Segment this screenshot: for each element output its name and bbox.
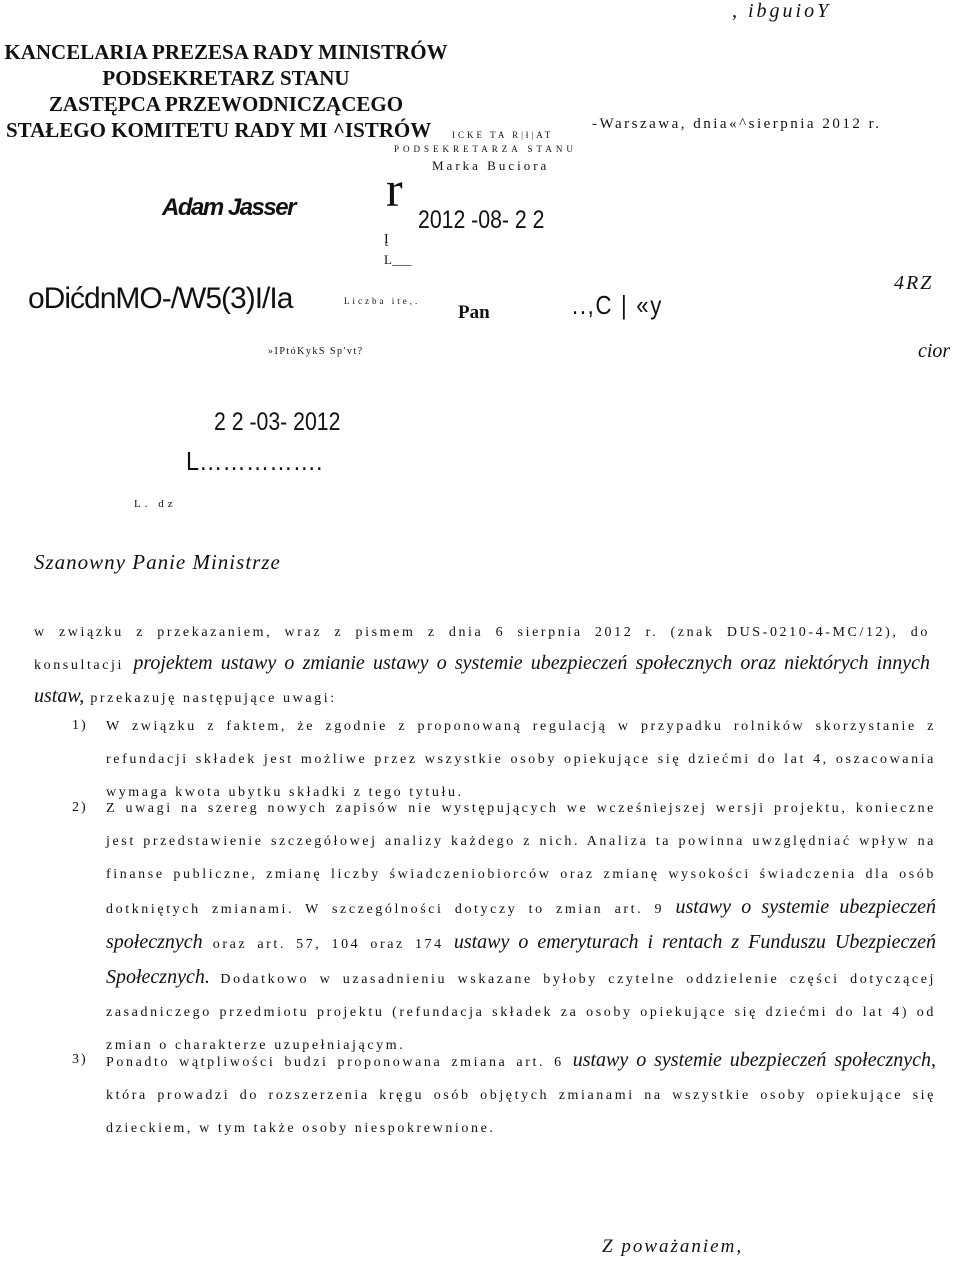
stamp-date: 2012 -08- 2 2 (418, 206, 545, 234)
second-stamp-dots: L……………. (186, 446, 323, 476)
small-note: »IPtóKykS Sp'vt? (268, 346, 364, 357)
stamp-mark-r: r (386, 161, 403, 217)
closing: Z poważaniem, (602, 1236, 744, 1257)
letterhead-line-4-suffix: ICKE TA R|ł|AT (452, 130, 554, 140)
item-2-act-2: ustawy o emeryturach i rentach z Funduszu Ubezpieczeń Społecznych. (106, 931, 936, 988)
letterhead-line-1: KANCELARIA PREZESA RADY MINISTRÓW (4, 40, 448, 64)
stamp-mark-2: L___ (384, 252, 412, 267)
item-2-text-1: Z uwagi na szereg nowych zapisów nie występujących we wcześniejszej wersji projektu, konieczne jest przedstawienie szczegółowej analizy każdego z nich. Analiza ta powinna uwzględniać wpływ na finanse publiczne, zmianę liczby świadczeniobiorców oraz zmianę wysokości świadczenia dla osób dotkniętych zmianami. W szczególności dotyczy to zmian art. 9 (106, 801, 936, 917)
item-2-text-3: Dodatkowo w uzasadnieniu wskazane byłoby czytelne oddzielenie części dotyczącej zasadniczego przedmiotu projektu (refundacja składek za osoby opiekujące się dziećmi do lat 4) od zmian o charakterze uzupełniającym. (106, 972, 937, 1053)
item-3-text-2: która prowadzi do rozszerzenia kręgu osób objętych zmianami na wszystkie osoby opiekujące się dzieckiem, w tym także osoby niespokrewnione. (106, 1088, 936, 1136)
addressee-pan: Pan (458, 302, 490, 323)
place-date: -Warszawa, dnia«^sierpnia 2012 r. (592, 116, 882, 132)
stamp-mark-1: Į (384, 232, 389, 247)
corner-mark: , ibguioY (732, 0, 832, 22)
item-2-text-2: oraz art. 57, 104 oraz 174 (212, 937, 444, 952)
salutation: Szanowny Panie Ministrze (34, 550, 281, 574)
item-3-text-1: Ponadto wątpliwości budzi proponowana zmiana art. 6 (106, 1055, 564, 1070)
reference-number: oDićdnMO-/W5(3)I/Ia (28, 282, 293, 315)
signatory-name: Adam Jasser (162, 194, 295, 221)
item-2-text (106, 792, 936, 1062)
letterhead-line-4: STAŁEGO KOMITETU RADY MI ^ISTRÓW (6, 118, 432, 142)
right-fragment-4rz: 4RZ (894, 272, 934, 294)
right-fragment-cior: cior (918, 340, 951, 362)
item-3-act: ustawy o systemie ubezpieczeń społecznych, (572, 1049, 936, 1071)
ldz-label: L. dz (134, 498, 177, 510)
intro-text-2: przekazuję następujące uwagi: (90, 691, 337, 706)
letterhead-line-2: PODSEKRETARZ STANU (102, 66, 350, 90)
liczba-label: Liczba ite,. (344, 296, 421, 306)
item-2-act-1: ustawy o systemie ubezpieczeń społecznych (106, 896, 936, 953)
stamp-name: Marka Buciora (432, 158, 550, 173)
item-2-number: 2) (72, 800, 88, 815)
stamp-office: PODSEKRETARZA STANU (394, 144, 577, 154)
scribble-text: ..,C | «y (572, 290, 664, 320)
intro-paragraph (34, 618, 930, 714)
intro-text-1: w związku z przekazaniem, wraz z pismem z dnia 6 sierpnia 2012 r. (znak DUS-0210-4-MC/12), do konsultacji (34, 625, 930, 673)
letterhead-line-3: ZASTĘPCA PRZEWODNICZĄCEGO (48, 92, 404, 116)
second-stamp-date: 2 2 -03- 2012 (214, 408, 341, 436)
intro-bill-title: projektem ustawy o zmianie ustawy o systemie ubezpieczeń społecznych oraz niektórych innych ustaw, (34, 652, 930, 707)
item-1-number: 1) (72, 718, 88, 733)
item-3-text (106, 1044, 936, 1145)
item-3-number: 3) (72, 1052, 88, 1067)
item-1-text: W związku z faktem, że zgodnie z proponowaną regulacją w przypadku rolników skorzystanie z refundacji składek jest możliwe przez wszystkie osoby opiekujące się dziećmi do lat 4, oszacowania wymaga kwota ubytku składki z tego tytułu. (106, 719, 936, 800)
